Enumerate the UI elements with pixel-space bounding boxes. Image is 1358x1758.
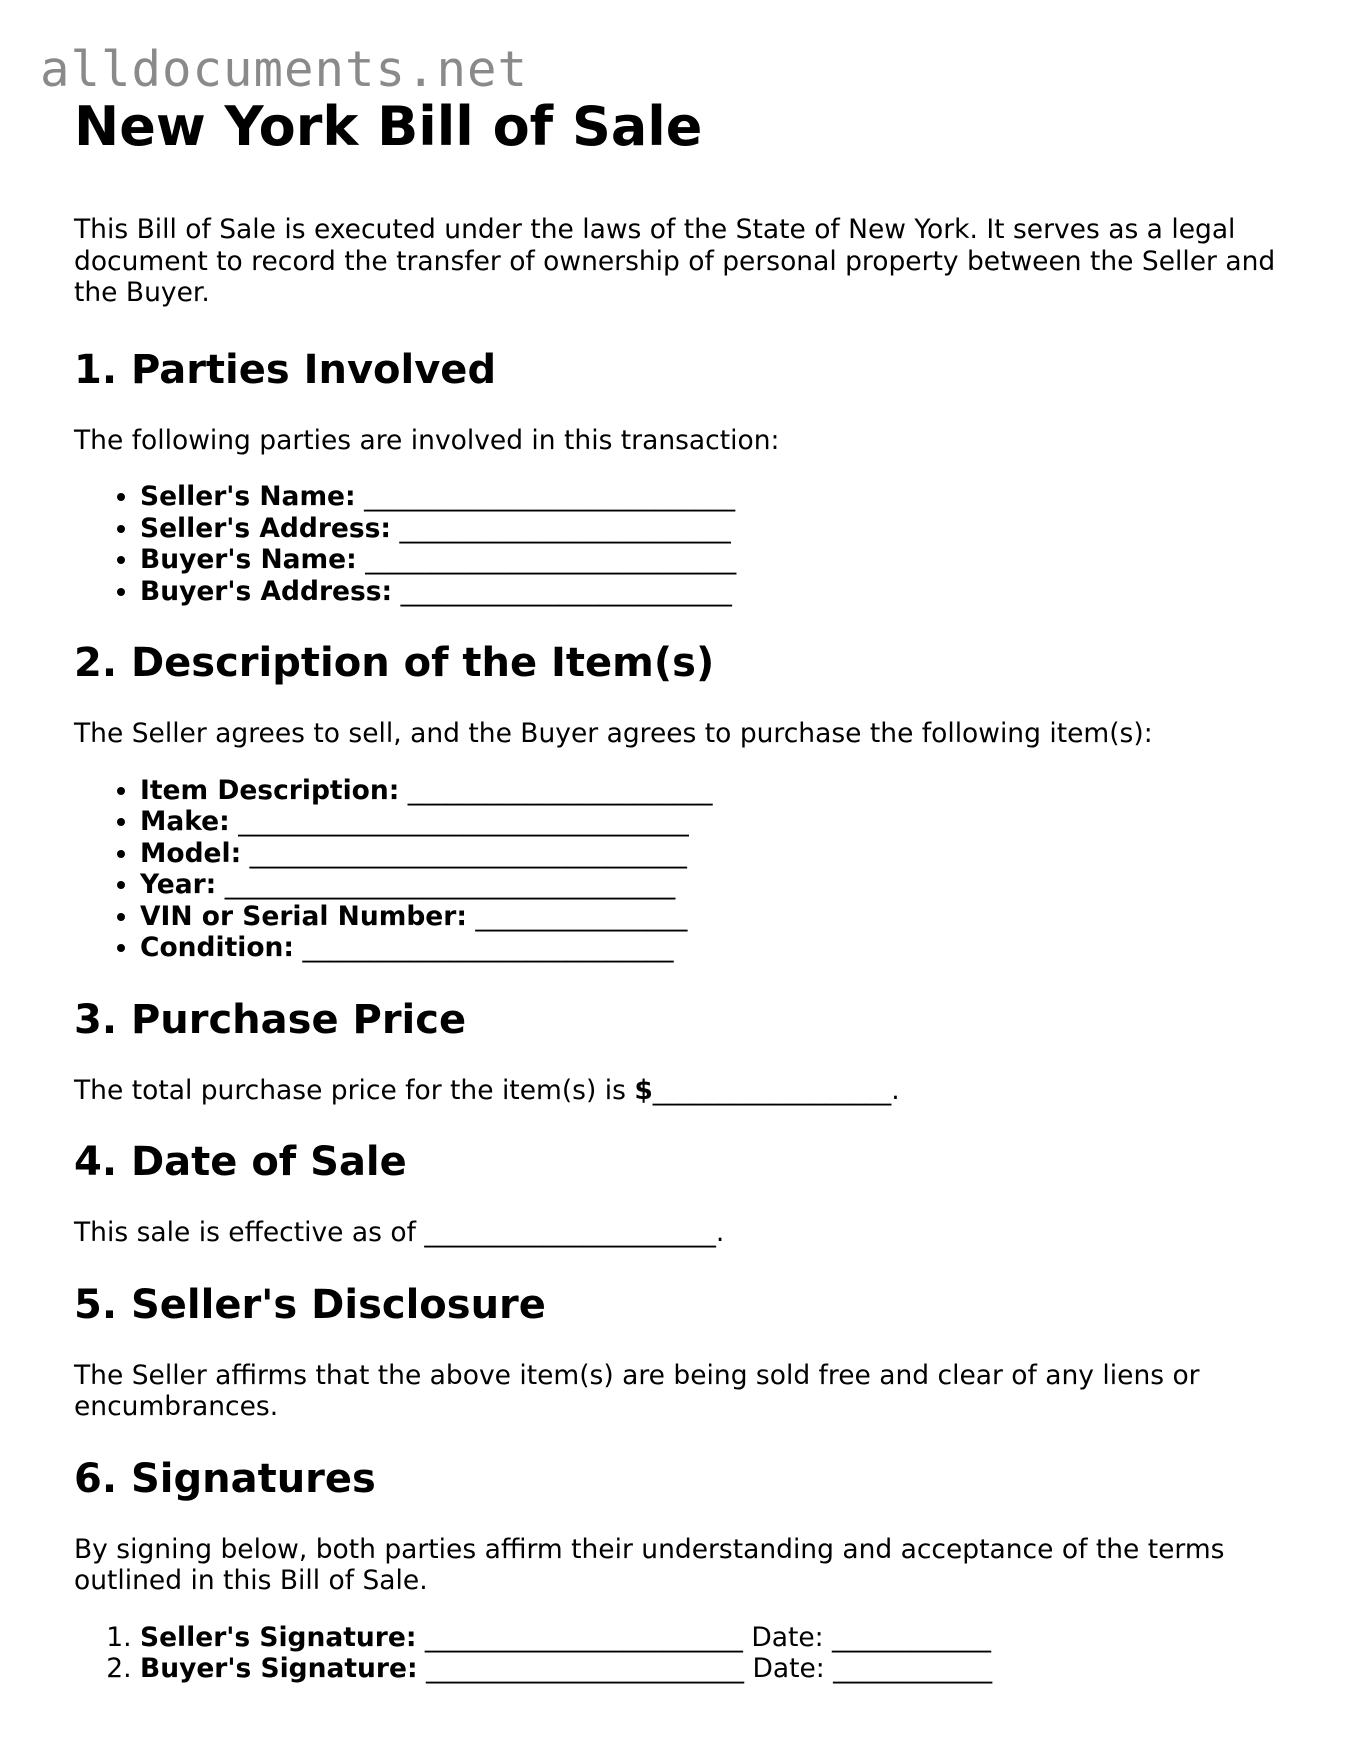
list-item xyxy=(140,1653,1284,1685)
price-blank[interactable]: __________________ xyxy=(652,1074,892,1106)
field-label: Make: xyxy=(140,806,230,837)
description-intro: The Seller agrees to sell, and the Buyer agrees to purchase the following item(s): xyxy=(74,718,1153,749)
field-label: Seller's Address: xyxy=(140,512,392,544)
field-label: Model: xyxy=(140,837,242,869)
list-item xyxy=(140,1622,1284,1654)
signatures-paragraph: By signing below, both parties affirm their understanding and acceptance of the terms outlined in this Bill of Sale. xyxy=(74,1533,1225,1596)
list-item xyxy=(140,806,1284,838)
parties-list xyxy=(74,481,1284,607)
field-label: Item Description: xyxy=(140,774,400,806)
buyer-name-blank[interactable]: ____________________________ xyxy=(365,544,737,575)
field-label: Buyer's Name: xyxy=(140,544,357,575)
field-label: Seller's Name: xyxy=(140,481,356,512)
seller-date-blank[interactable]: ____________ xyxy=(832,1621,992,1653)
signatures-list xyxy=(74,1622,1284,1685)
section-heading-description: 2. Description of the Item(s) xyxy=(74,640,715,686)
document-page xyxy=(74,96,1284,1685)
date-label: Date: xyxy=(751,1621,824,1653)
price-text: The total purchase price for the item(s) is xyxy=(74,1074,635,1106)
list-item xyxy=(140,481,1284,513)
field-label: Seller's Signature: xyxy=(140,1621,417,1653)
buyer-signature-blank[interactable]: ________________________ xyxy=(426,1653,744,1684)
field-label: Buyer's Signature: xyxy=(140,1653,418,1684)
list-item xyxy=(140,932,1284,964)
year-blank[interactable]: __________________________________ xyxy=(224,869,676,900)
date-label: Date: xyxy=(752,1653,825,1684)
seller-name-blank[interactable]: ____________________________ xyxy=(364,481,736,512)
field-label: VIN or Serial Number: xyxy=(140,900,467,932)
vin-blank[interactable]: ________________ xyxy=(475,900,688,932)
description-list xyxy=(74,775,1284,964)
seller-address-blank[interactable]: _________________________ xyxy=(399,512,731,544)
list-item xyxy=(140,869,1284,901)
intro-paragraph: This Bill of Sale is executed under the laws of the State of New York. It serves as a legal document to record the transfer of ownership of personal property between the Seller and the Buyer. xyxy=(74,214,1276,308)
list-item xyxy=(140,513,1284,545)
seller-signature-blank[interactable]: ________________________ xyxy=(424,1621,743,1653)
field-label: Year: xyxy=(140,869,217,900)
currency-symbol: $ xyxy=(634,1074,653,1106)
parties-intro: The following parties are involved in this transaction: xyxy=(74,424,780,456)
sale-date-blank[interactable]: ______________________ xyxy=(424,1217,716,1248)
period: . xyxy=(715,1217,725,1248)
make-blank[interactable]: __________________________________ xyxy=(238,806,689,837)
disclosure-paragraph: The Seller affirms that the above item(s) are being sold free and clear of any liens or encumbrances. xyxy=(74,1359,1200,1422)
list-item xyxy=(140,775,1284,807)
model-blank[interactable]: _________________________________ xyxy=(249,837,687,869)
list-item xyxy=(140,544,1284,576)
section-heading-parties: 1. Parties Involved xyxy=(74,346,497,393)
list-item xyxy=(140,838,1284,870)
field-label: Buyer's Address: xyxy=(140,575,393,607)
date-paragraph xyxy=(74,1217,1284,1249)
list-item xyxy=(140,901,1284,933)
period: . xyxy=(891,1074,900,1106)
buyer-date-blank[interactable]: ____________ xyxy=(833,1653,993,1684)
section-heading-date: 4. Date of Sale xyxy=(74,1139,407,1185)
date-text: This sale is effective as of xyxy=(74,1217,425,1248)
price-paragraph xyxy=(74,1075,1284,1107)
document-title: New York Bill of Sale xyxy=(74,95,703,158)
field-label: Condition: xyxy=(140,932,294,963)
section-heading-price: 3. Purchase Price xyxy=(74,996,467,1043)
buyer-address-blank[interactable]: _________________________ xyxy=(400,575,732,607)
condition-blank[interactable]: ____________________________ xyxy=(302,932,674,963)
item-description-blank[interactable]: _______________________ xyxy=(407,774,713,806)
section-heading-disclosure: 5. Seller's Disclosure xyxy=(74,1281,546,1328)
watermark: alldocuments.net xyxy=(40,41,529,98)
list-item xyxy=(140,576,1284,608)
section-heading-signatures: 6. Signatures xyxy=(74,1455,376,1502)
